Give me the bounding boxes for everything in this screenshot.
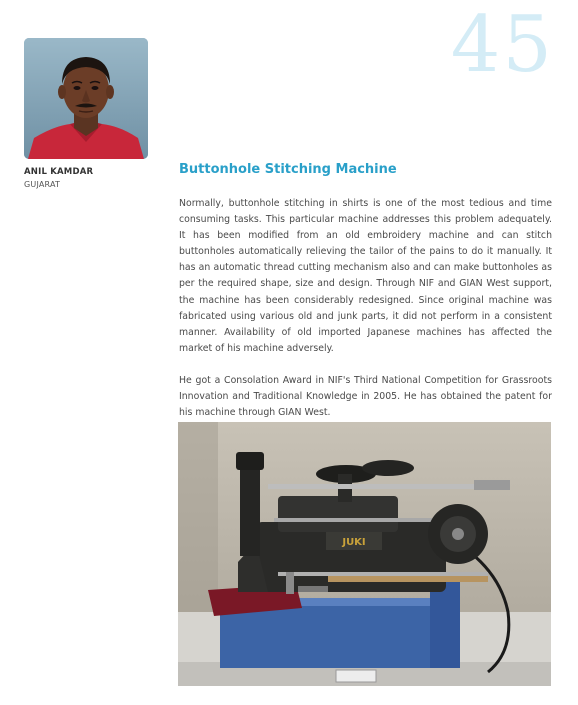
machine-photo xyxy=(178,422,551,686)
person-portrait-icon xyxy=(24,38,148,159)
article-title: Buttonhole Stitching Machine xyxy=(179,162,397,177)
portrait-photo xyxy=(24,38,148,159)
article-body xyxy=(179,196,552,437)
article-paragraph: Normally, buttonhole stitching in shirts is one of the most tedious and time consuming tasks. This particular machine addresses this problem adequately. It has been modified from an old embroidery machine and can stitch buttonholes automatically relieving the tailor of the pains to do it manually. It has an automatic thread cutting mechanism also and can make buttonholes as per the required shape, size and design. Through NIF and GIAN West support, the machine has been considerably redesigned. Since original machine was fabricated using various old and junk parts, it did not perform in a consistent manner. Availability of old imported Japanese machines has affected the market of his machine adversely. xyxy=(179,198,552,354)
sewing-machine-icon xyxy=(178,422,551,686)
person-state: GUJARAT xyxy=(24,180,61,189)
machine-label: JUKI xyxy=(342,537,366,548)
page-number: 45 xyxy=(450,0,554,90)
person-name: ANIL KAMDAR xyxy=(24,167,94,177)
article-paragraph: He got a Consolation Award in NIF's Third National Competition for Grassroots Innovation and Traditional Knowledge in 2005. He has obtained the patent for his machine through GIAN West. xyxy=(179,374,552,419)
